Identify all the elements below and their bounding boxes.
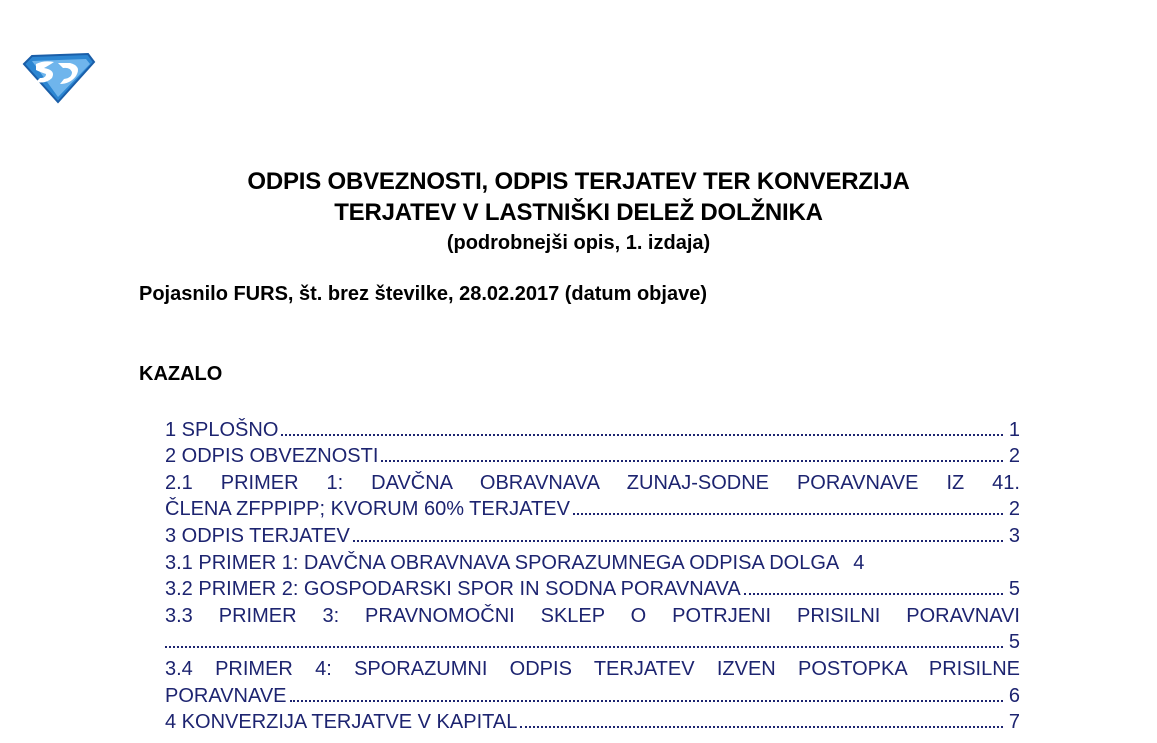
toc-entry-primer-3-4-line2[interactable]: [165, 681, 1020, 708]
toc-entry-primer-3-3-line1[interactable]: [165, 601, 1020, 628]
toc-entry-text: ČLENA ZFPPIPP; KVORUM 60% TERJATEV: [165, 498, 570, 521]
company-logo: [22, 50, 96, 104]
toc-entry-text: 1 SPLOŠNO: [165, 418, 279, 441]
document-title: [0, 166, 1157, 256]
toc-entry-primer-3-2[interactable]: [165, 575, 1020, 602]
toc-entry-text: 3.3 PRIMER 3: PRAVNOMOČNI SKLEP O POTRJENI PRISILNI PORAVNAVI: [165, 604, 1020, 627]
notice-line: Pojasnilo FURS, št. brez številke, 28.02.2017 (datum objave): [139, 283, 707, 305]
toc-entry-primer-3-1[interactable]: [165, 548, 1020, 575]
toc-leader: [744, 593, 1003, 595]
toc-page-number: 1: [1008, 418, 1020, 441]
toc-entry-primer-3-4-line1[interactable]: [165, 654, 1020, 681]
toc-heading: KAZALO: [139, 363, 223, 385]
title-line-1: ODPIS OBVEZNOSTI, ODPIS TERJATEV TER KONVERZIJA: [247, 168, 910, 195]
toc-entry-text: 3.1 PRIMER 1: DAVČNA OBRAVNAVA SPORAZUMNEGA ODPISA DOLGA: [165, 551, 840, 574]
toc-leader: [165, 646, 1003, 648]
toc-entry-splosno[interactable]: [165, 415, 1020, 442]
toc-page-number: 4: [853, 551, 865, 574]
toc-page-number: 7: [1008, 711, 1020, 734]
toc-page-number: 2: [1008, 498, 1020, 521]
toc-entry-odpis-obveznosti[interactable]: [165, 442, 1020, 469]
toc-page-number: 2: [1008, 445, 1020, 468]
table-of-contents: [165, 415, 1020, 734]
toc-leader: [381, 460, 1003, 462]
toc-entry-text: 3 ODPIS TERJATEV: [165, 524, 350, 547]
toc-page-number: 3: [1008, 524, 1020, 547]
toc-page-number: 5: [1008, 631, 1020, 654]
toc-entry-text: 3.2 PRIMER 2: GOSPODARSKI SPOR IN SODNA PORAVNAVA: [165, 578, 741, 601]
toc-entry-text: 3.4 PRIMER 4: SPORAZUMNI ODPIS TERJATEV IZVEN POSTOPKA PRISILNE: [165, 657, 1020, 680]
toc-entry-konverzija[interactable]: [165, 708, 1020, 735]
toc-page-number: 6: [1008, 684, 1020, 707]
toc-leader: [281, 434, 1003, 436]
title-line-2: TERJATEV V LASTNIŠKI DELEŽ DOLŽNIKA: [334, 199, 823, 226]
toc-entry-primer-3-3-line2[interactable]: [165, 628, 1020, 655]
toc-entry-primer-2-1-line2[interactable]: [165, 495, 1020, 522]
toc-entry-text: 2 ODPIS OBVEZNOSTI: [165, 445, 379, 468]
toc-entry-text: 2.1 PRIMER 1: DAVČNA OBRAVNAVA ZUNAJ-SODNE PORAVNAVE IZ 41.: [165, 471, 1020, 494]
toc-entry-primer-2-1-line1[interactable]: [165, 468, 1020, 495]
toc-leader: [520, 726, 1003, 728]
toc-leader: [353, 540, 1003, 542]
toc-entry-text: 4 KONVERZIJA TERJATVE V KAPITAL: [165, 711, 518, 734]
toc-leader: [573, 513, 1003, 515]
toc-page-number: 5: [1008, 578, 1020, 601]
document-subtitle: (podrobnejši opis, 1. izdaja): [446, 232, 711, 254]
toc-leader: [290, 700, 1003, 702]
toc-entry-odpis-terjatev[interactable]: [165, 521, 1020, 548]
toc-entry-text: PORAVNAVE: [165, 684, 287, 707]
